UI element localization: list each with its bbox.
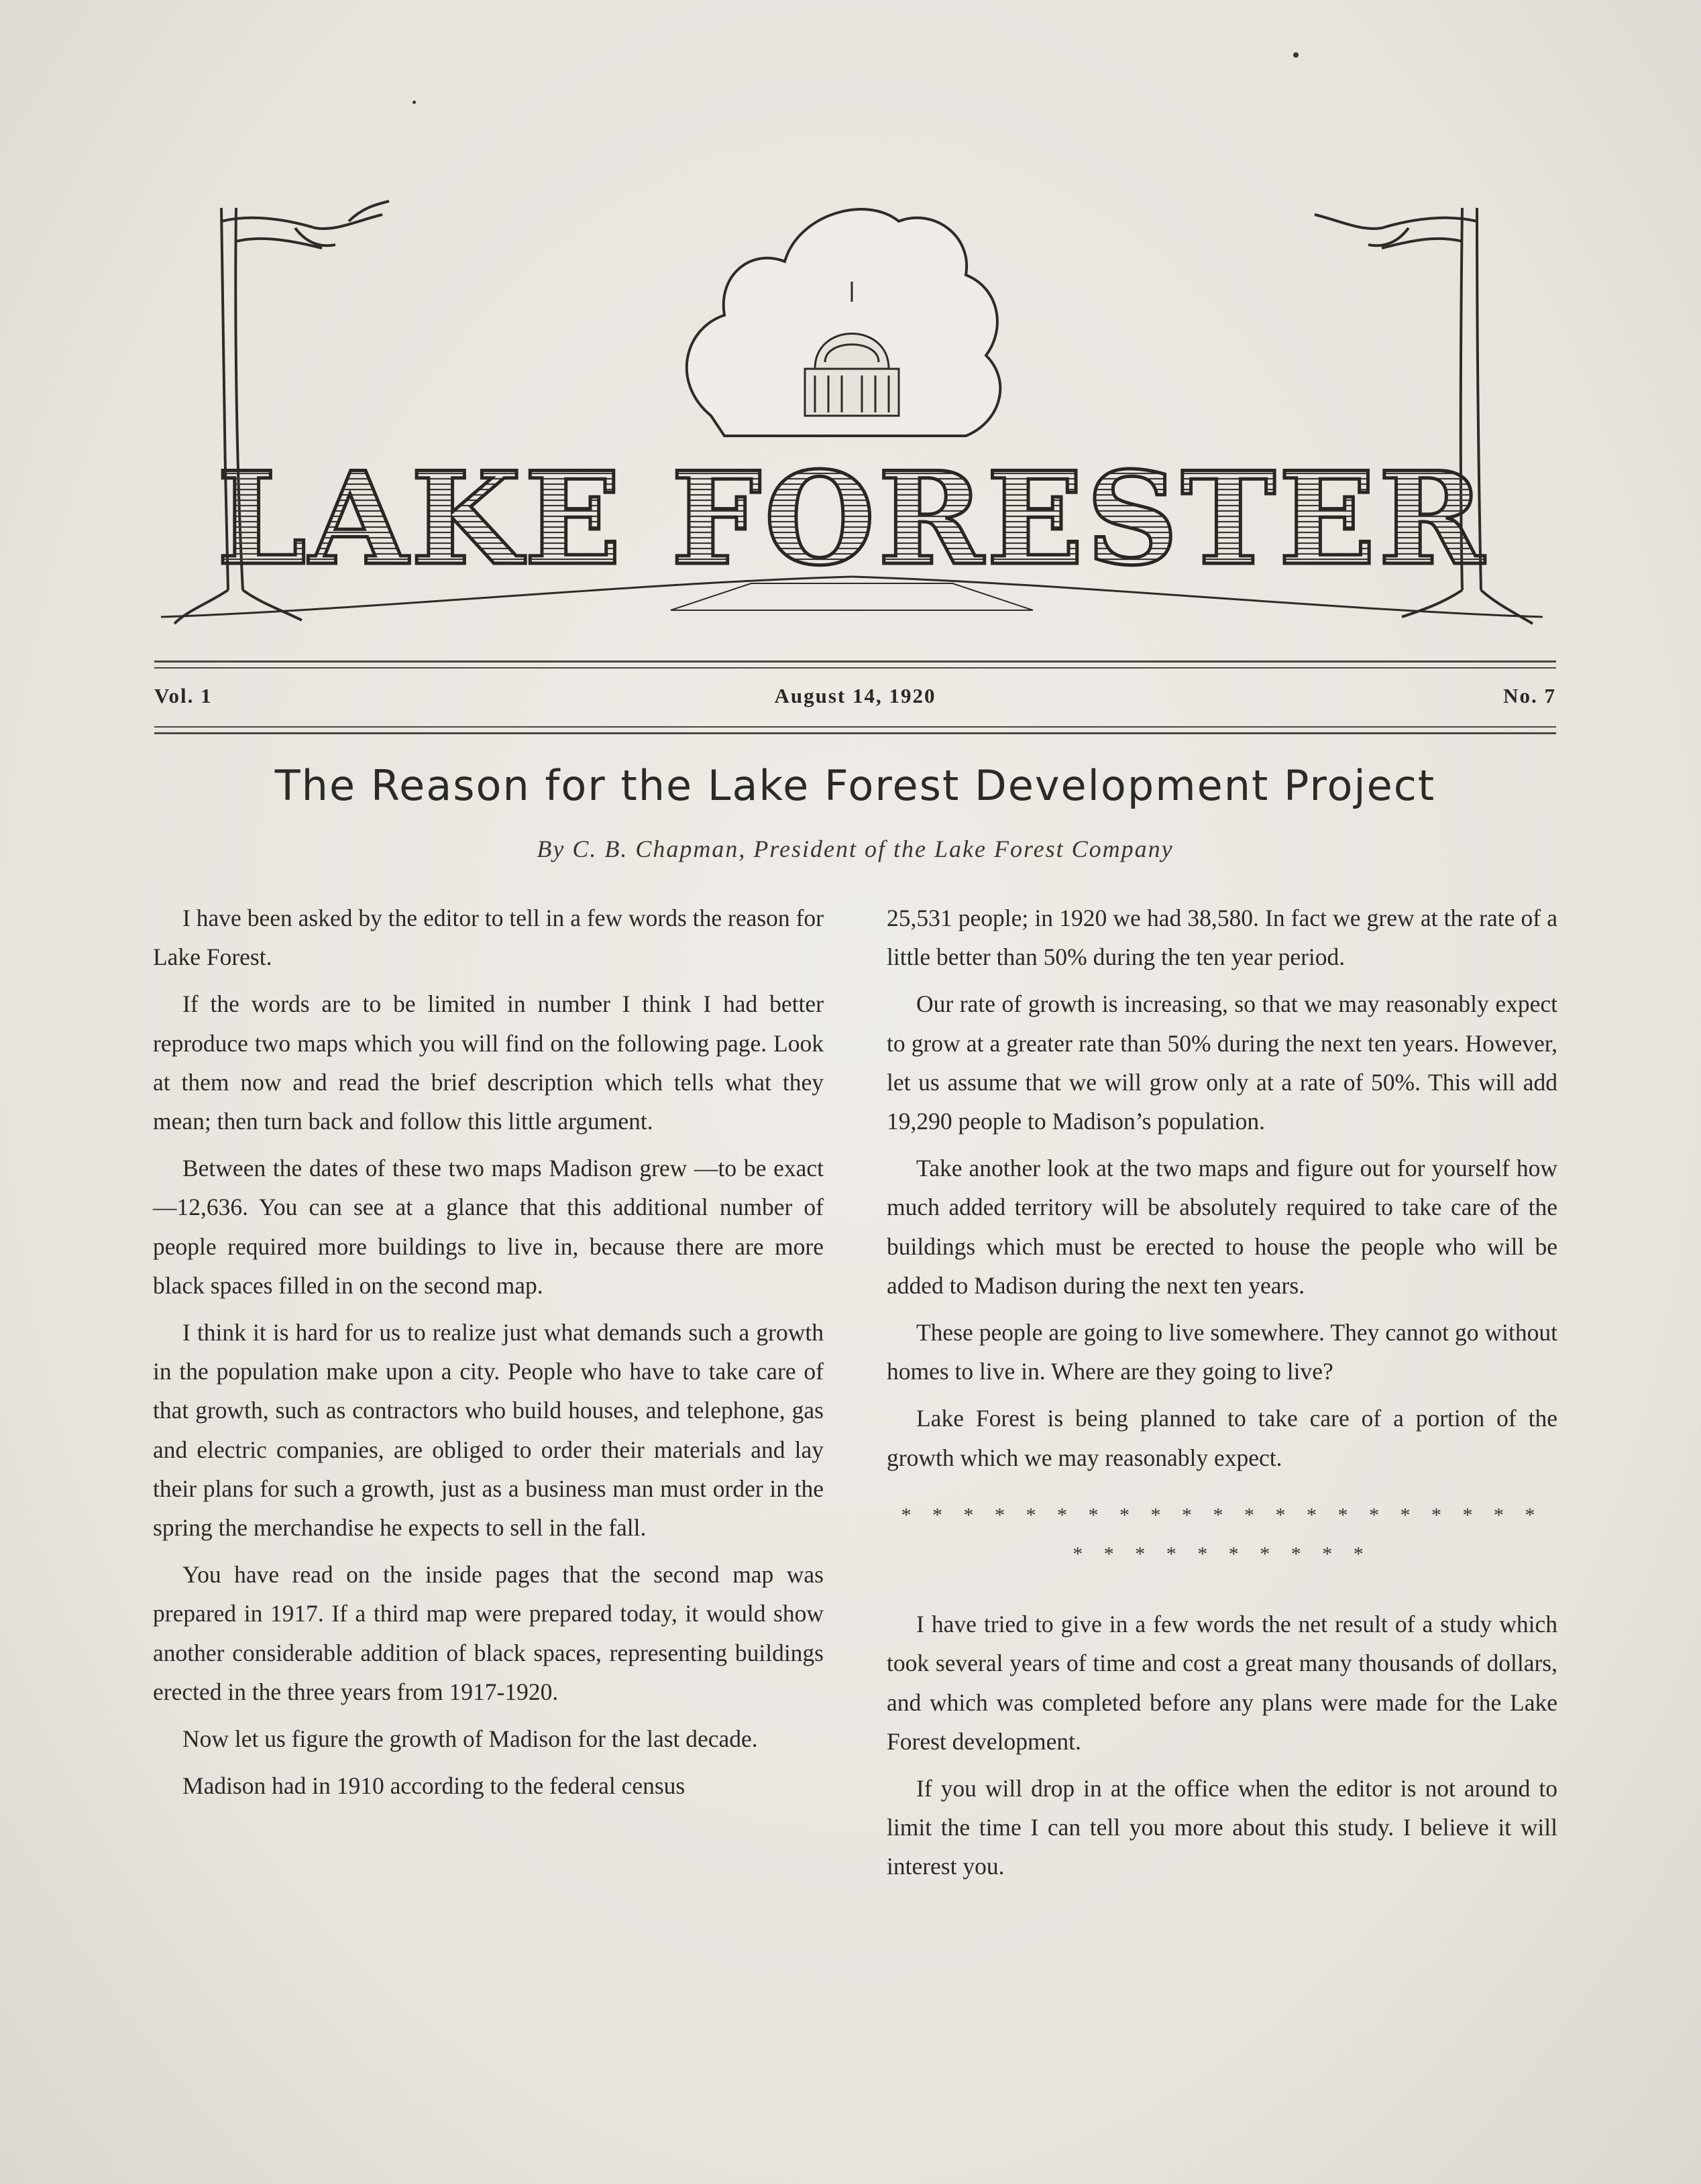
article-paragraph: If the words are to be limited in number I think I had better reproduce two maps which you will find on the following page. Look at them now and read the brief description which tells what they mean; then turn back and follow this little argument. <box>153 990 824 1135</box>
article-paragraph: Between the dates of these two maps Madison grew —to be exact—12,636. You can see at a glance that this additional number of people required more buildings to live in, because there are more black spaces filled in on the second map. <box>153 1155 824 1299</box>
header-rule-top-thin <box>154 667 1556 669</box>
article-byline: By C. B. Chapman, President of the Lake Forest Company <box>537 836 1174 862</box>
issue-info-line <box>154 684 1556 717</box>
article-paragraph: I have been asked by the editor to tell in a few words the reason for Lake Forest. <box>153 905 824 971</box>
article-headline: The Reason for the Lake Forest Development Project <box>274 761 1436 810</box>
paper-speck <box>413 101 416 104</box>
article-column-left <box>153 899 824 1813</box>
header-rule-top <box>154 660 1556 663</box>
article-paragraph-continued: 25,531 people; in 1920 we had 38,580. In fact we grew at the rate of a little better than 50% during the ten year period. <box>887 905 1557 971</box>
article-paragraph: Madison had in 1910 according to the federal census <box>182 1772 685 1800</box>
closing-paragraph: If you will drop in at the office when the editor is not around to limit the time I can tell you more about this study. I believe it will interest you. <box>887 1775 1557 1880</box>
issue-number: No. 7 <box>1503 684 1556 707</box>
article-paragraph: Our rate of growth is increasing, so that we may reasonably expect to grow at a greater rate than 50% during the next ten years. However, let us assume that we will grow only at a rate of 50%. This will add 19,290 people to Madison’s population. <box>887 990 1557 1135</box>
header-rule-bottom-thin <box>154 726 1556 728</box>
article-paragraph: You have read on the inside pages that the second map was prepared in 1917. If a third map were prepared today, it would show another considerable addition of black spaces, representing buildings erected in the three years from 1917-1920. <box>153 1561 824 1705</box>
article-paragraph: Take another look at the two maps and figure out for yourself how much added territory will be absolutely required to take care of the buildings which must be erected to house the people who will be added to Madison during the next ten years. <box>887 1155 1557 1299</box>
article-paragraph: Now let us figure the growth of Madison for the last decade. <box>182 1725 758 1753</box>
masthead-title-lettering: LAKE FORESTER <box>217 444 1487 593</box>
article-paragraph: I think it is hard for us to realize just what demands such a growth in the population make upon a city. People who have to take care of that growth, such as contractors who build houses, and telephone, gas and electric companies, are obliged to order their materials and lay their plans for such a growth, just as a business man must order in the spring the merchandise he expects to sell in the fall. <box>153 1319 824 1542</box>
header-rule-bottom <box>154 732 1556 734</box>
volume-label: Vol. 1 <box>154 684 213 707</box>
section-separator: * * * * * * * * * * * * * * * * * * * * * * * * * * * * * * * <box>901 1503 1543 1566</box>
article-column-right <box>887 899 1557 1894</box>
masthead-illustration <box>161 181 1543 637</box>
issue-date: August 14, 1920 <box>774 684 936 707</box>
article-paragraph: These people are going to live somewhere. They cannot go without homes to live in. Where are they going to live? <box>887 1319 1557 1385</box>
article-paragraph: Lake Forest is being planned to take care of a portion of the growth which we may reasonably expect. <box>887 1405 1557 1471</box>
closing-paragraph: I have tried to give in a few words the net result of a study which took several years of time and cost a great many thousands of dollars, and which was completed before any plans were made for the Lake Forest development. <box>887 1611 1557 1755</box>
paper-speck <box>1293 52 1299 58</box>
